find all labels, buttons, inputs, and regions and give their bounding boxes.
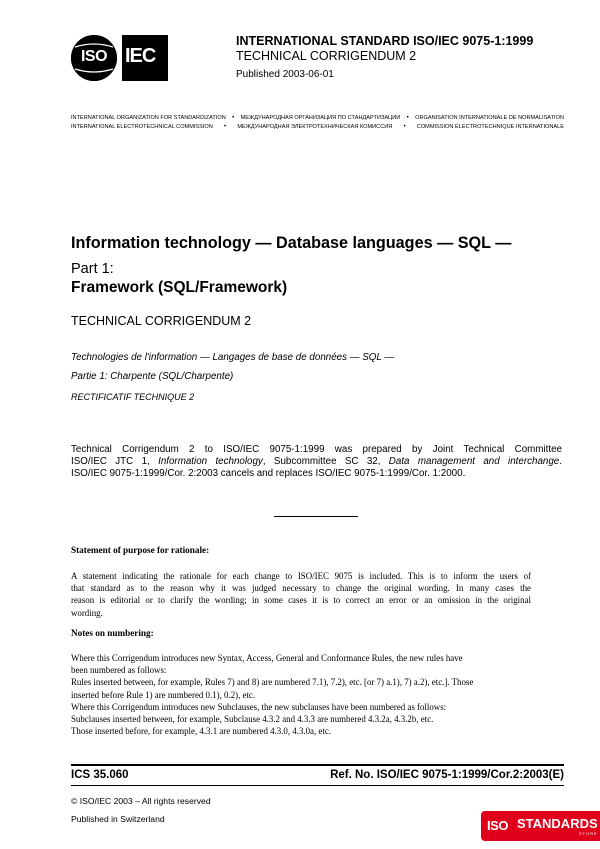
published-in: Published in Switzerland bbox=[71, 814, 165, 824]
section-divider bbox=[274, 516, 358, 517]
body-line: Where this Corrigendum introduces new Syntax, Access, General and Conformance Rules, the new rules have bbox=[71, 653, 463, 663]
org-separator: • bbox=[224, 124, 227, 130]
organizations-row-2 bbox=[71, 124, 564, 130]
badge-label bbox=[514, 811, 600, 841]
french-title: Technologies de l'information — Langages de base de données — SQL — bbox=[71, 352, 395, 363]
organizations-row-1 bbox=[71, 115, 564, 121]
statement-heading: Statement of purpose for rationale: bbox=[71, 545, 210, 555]
iso-logo-text: ISO bbox=[80, 48, 108, 65]
iso-standards-store-badge[interactable] bbox=[481, 811, 600, 841]
numbering-heading: Notes on numbering: bbox=[71, 628, 154, 638]
ics-code: ICS 35.060 bbox=[71, 769, 129, 781]
copyright: © ISO/IEC 2003 – All rights reserved bbox=[71, 796, 211, 806]
text-run: ISO/IEC JTC 1, bbox=[71, 456, 159, 467]
french-part: Partie 1: Charpente (SQL/Charpente) bbox=[71, 371, 234, 382]
intro-line: Technical Corrigendum 2 to ISO/IEC 9075-1:1999 was prepared by Joint Technical Committee bbox=[71, 444, 562, 455]
iec-logo-text: IEC bbox=[125, 45, 156, 67]
badge-store-text: STORE bbox=[578, 831, 598, 836]
intro-paragraph bbox=[71, 444, 562, 480]
org-name: МЕЖДУНАРОДНАЯ ЭЛЕКТРОТЕХНИЧЕСКАЯ КОМИССИЯ bbox=[237, 124, 393, 130]
intro-line: ISO/IEC 9075-1:1999/Cor. 2:2003 cancels and replaces ISO/IEC 9075-1:1999/Cor. 1:2000. bbox=[71, 468, 466, 479]
org-name: ORGANISATION INTERNATIONALE DE NORMALISATION bbox=[415, 115, 564, 121]
text-run-italic: Information technology bbox=[158, 456, 263, 467]
reference-number: Ref. No. ISO/IEC 9075-1:1999/Cor.2:2003(E) bbox=[330, 769, 564, 781]
part-number: Part 1: bbox=[71, 261, 114, 277]
badge-iso-text: ISO bbox=[487, 818, 508, 833]
text-run: , Subcommittee SC 32, bbox=[262, 456, 389, 467]
french-corrigendum: RECTIFICATIF TECHNIQUE 2 bbox=[71, 392, 195, 402]
statement-body bbox=[71, 570, 531, 619]
corrigendum-heading: TECHNICAL CORRIGENDUM 2 bbox=[71, 314, 252, 328]
body-line: been numbered as follows: bbox=[71, 665, 167, 676]
footer-rule bbox=[71, 764, 564, 766]
body-line: that standard as to the reason why it was judged necessary to change the original wording. In many cases the bbox=[71, 583, 531, 594]
footer-rule-thin bbox=[71, 785, 564, 786]
corrigendum-label: TECHNICAL CORRIGENDUM 2 bbox=[236, 49, 417, 63]
body-line: Where this Corrigendum introduces new Subclauses, the new subclauses have been numbered as follows: bbox=[71, 701, 447, 712]
org-separator: • bbox=[406, 115, 409, 121]
body-line: Rules inserted between, for example, Rules 7) and 8) are numbered 7.1), 7.2), etc. [or 7) a.1), 7) a.2), etc.]. Those bbox=[71, 677, 474, 688]
badge-iso-mark bbox=[481, 811, 514, 841]
body-line: inserted before Rule 1) are numbered 0.1), 0.2), etc. bbox=[71, 689, 256, 700]
text-run-italic: Data management and interchange bbox=[388, 456, 560, 467]
body-line: reason is editorial or to clarify the wording; in some cases it is to correct an error or an omission in the original bbox=[71, 595, 531, 606]
body-line: wording. bbox=[71, 607, 103, 618]
body-line: Subclauses inserted between, for example, Subclause 4.3.2 and 4.3.3 are numbered 4.3.2a, 4.3.2b, etc. bbox=[71, 714, 434, 725]
org-name: INTERNATIONAL ORGANIZATION FOR STANDARDIZATION bbox=[71, 115, 226, 121]
text-run: . bbox=[559, 456, 562, 467]
numbering-body bbox=[71, 652, 531, 737]
org-name: МЕЖДУНАРОДНАЯ ОРГАНИЗАЦИЯ ПО СТАНДАРТИЗАЦИИ bbox=[240, 115, 401, 121]
org-separator: • bbox=[232, 115, 235, 121]
body-line: Those inserted before, for example, 4.3.1 are numbered 4.3.0, 4.3.0a, etc. bbox=[71, 726, 331, 737]
org-name: COMMISSION ÉLECTROTECHNIQUE INTERNATIONALE bbox=[416, 124, 564, 130]
iec-logo bbox=[122, 35, 168, 81]
published-date: Published 2003-06-01 bbox=[236, 69, 334, 80]
badge-standards-text: STANDARDS bbox=[517, 816, 598, 831]
org-separator: • bbox=[403, 124, 406, 130]
body-line: A statement indicating the rationale for each change to ISO/IEC 9075 is included. This is to inform the users of bbox=[71, 571, 531, 581]
standard-title: INTERNATIONAL STANDARD ISO/IEC 9075-1:1999 bbox=[236, 34, 534, 48]
part-title: Framework (SQL/Framework) bbox=[71, 279, 288, 296]
org-name: INTERNATIONAL ELECTROTECHNICAL COMMISSION bbox=[71, 124, 213, 130]
iso-logo bbox=[71, 35, 117, 81]
intro-line bbox=[71, 456, 562, 468]
document-title: Information technology — Database languages — SQL — bbox=[71, 234, 512, 252]
